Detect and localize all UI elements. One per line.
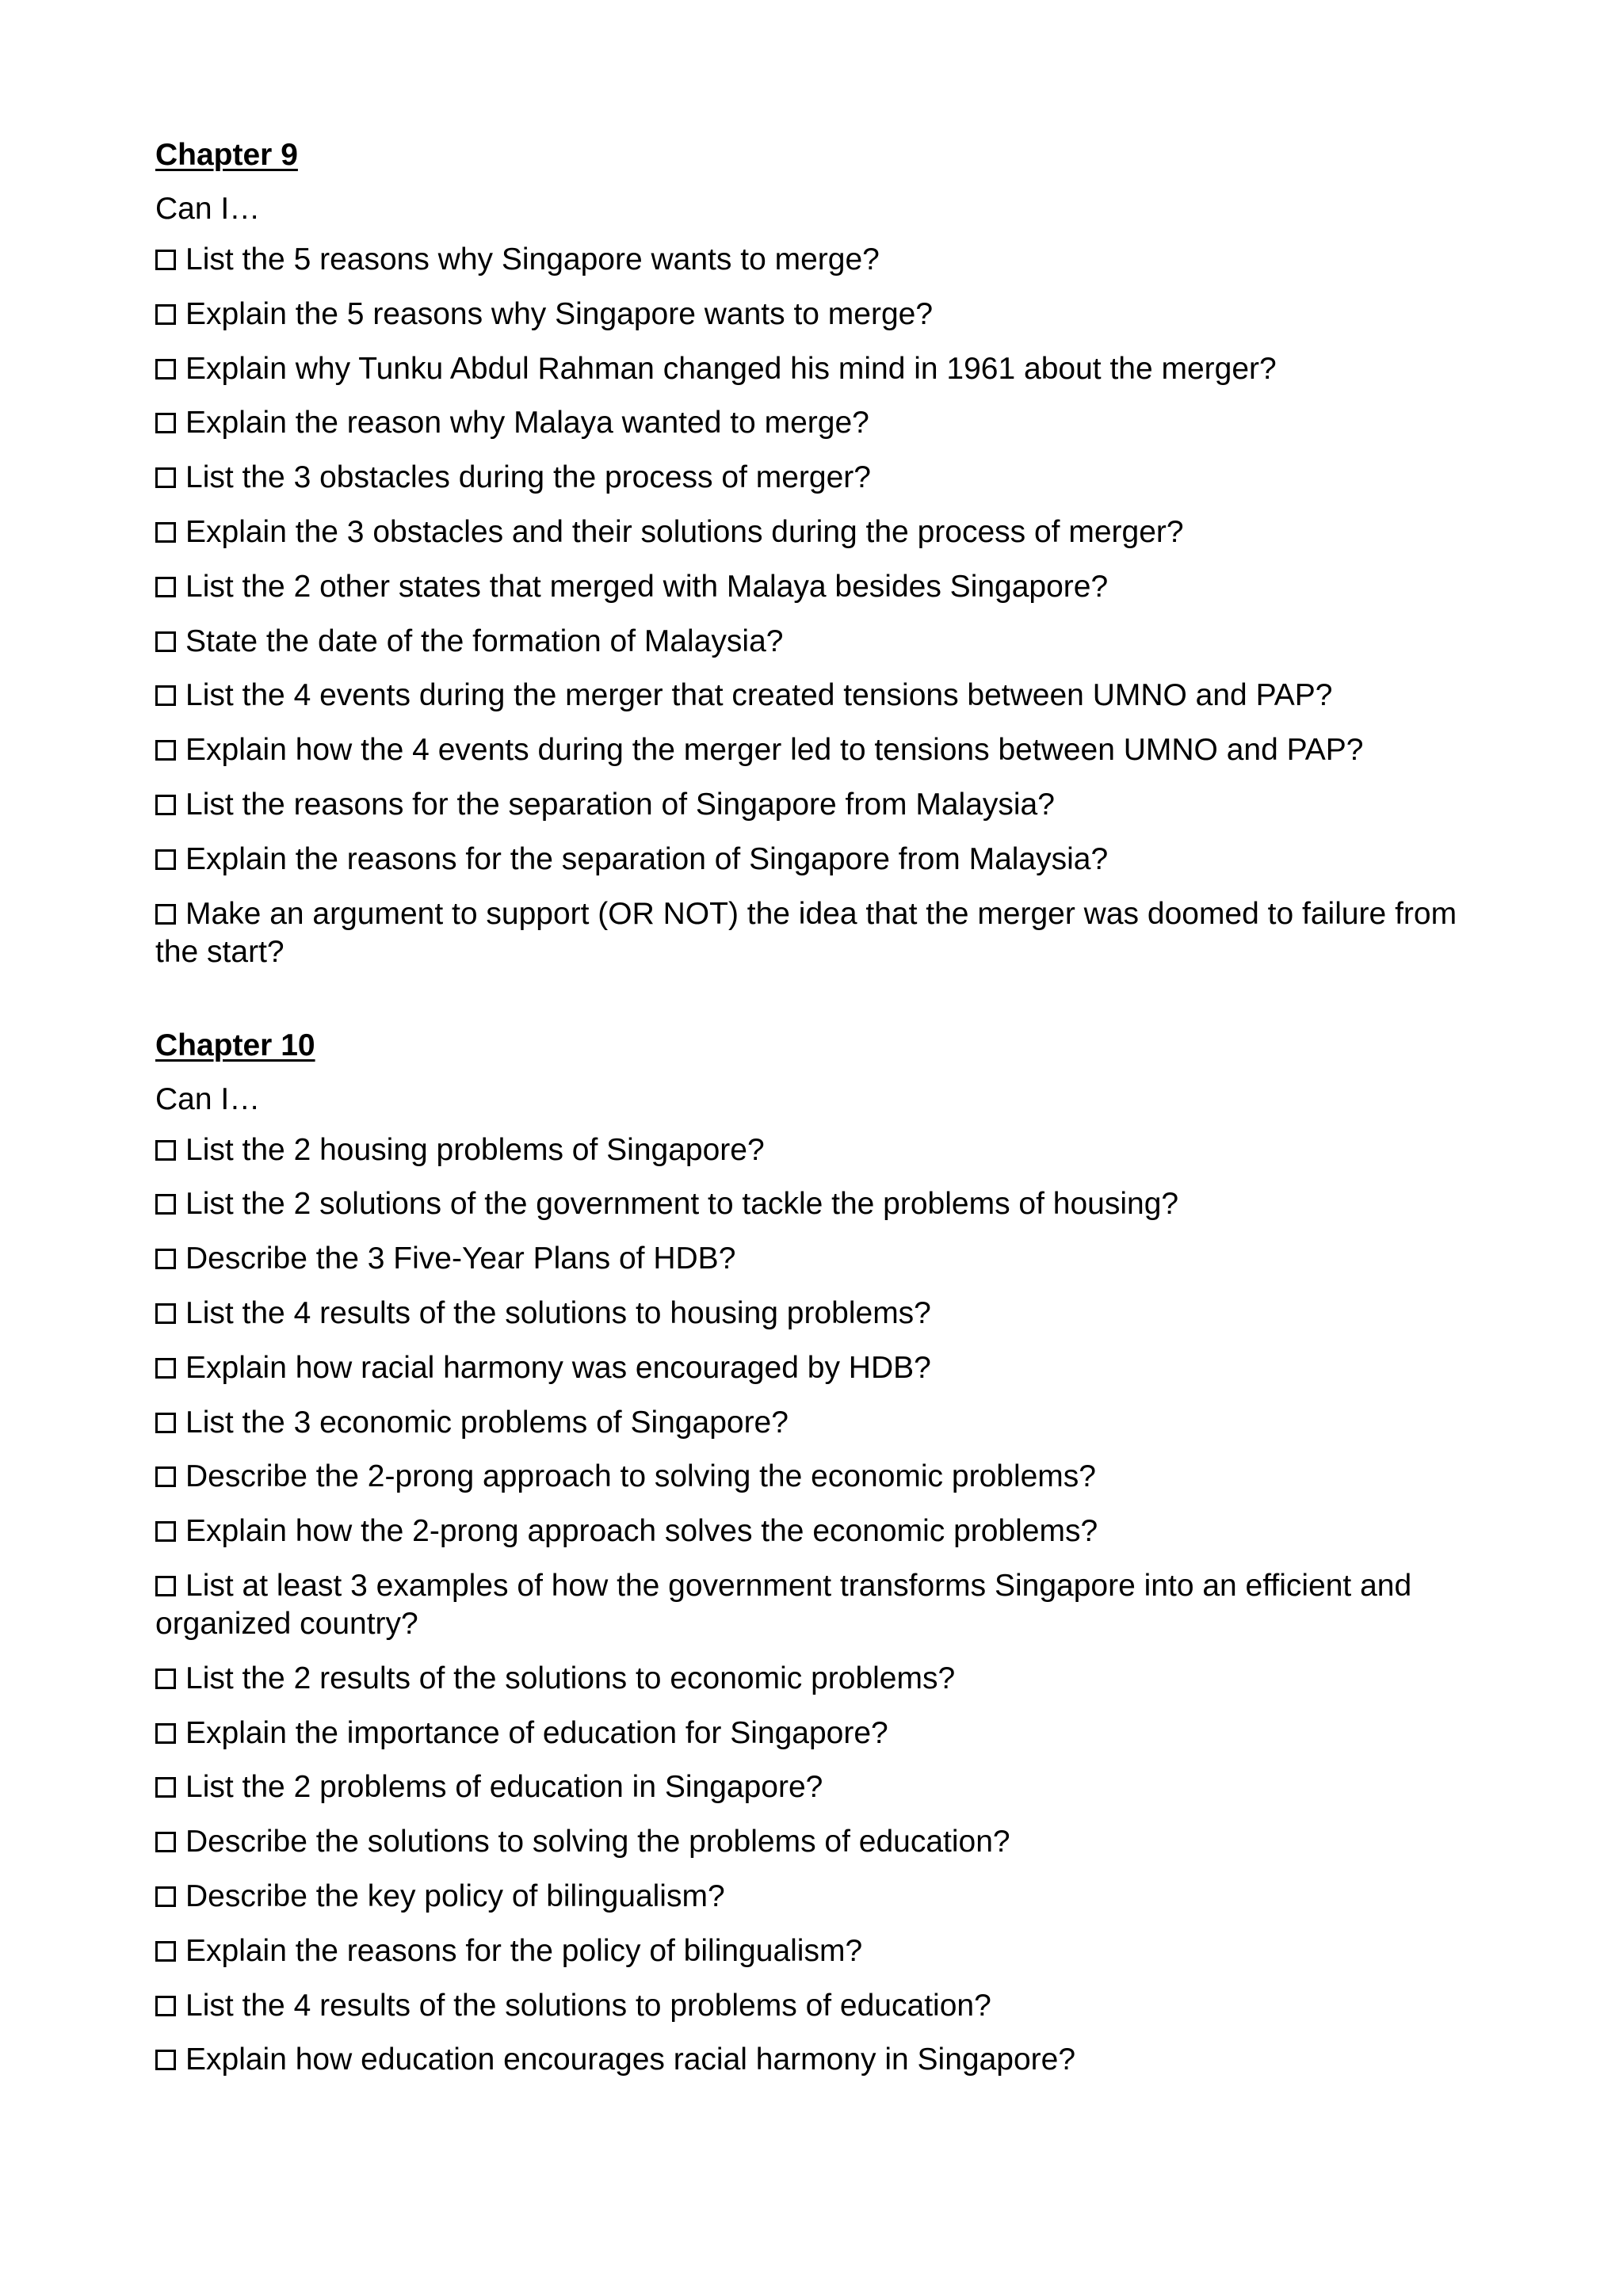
checklist-item (155, 1240, 1495, 1278)
checklist-item-text: Explain how the 4 events during the merger led to tensions between UMNO and PAP? (185, 733, 1364, 768)
checkbox[interactable] (155, 2050, 176, 2070)
checklist-item-text: List the 3 obstacles during the process of merger? (185, 460, 871, 495)
checklist-item (155, 404, 1495, 442)
checkbox[interactable] (155, 577, 176, 597)
checkbox[interactable] (155, 740, 176, 761)
checklist-item (155, 1768, 1495, 1806)
checklist-item (155, 1932, 1495, 1970)
checkbox[interactable] (155, 1358, 176, 1379)
checklist-item (155, 459, 1495, 497)
checklist-item (155, 1567, 1495, 1643)
checklist-item-text: List the 4 results of the solutions to problems of education? (185, 1988, 991, 2023)
checkbox[interactable] (155, 1886, 176, 1907)
checklist-item-text: Explain how the 2-prong approach solves the economic problems? (185, 1514, 1098, 1549)
checkbox[interactable] (155, 1303, 176, 1324)
checkbox[interactable] (155, 1140, 176, 1161)
checkbox[interactable] (155, 1413, 176, 1433)
checkbox[interactable] (155, 795, 176, 815)
checklist-item (155, 1458, 1495, 1496)
chapter-10-section (155, 1024, 1495, 2080)
checkbox[interactable] (155, 1249, 176, 1269)
checklist-item-text: List the reasons for the separation of Singapore from Malaysia? (185, 787, 1055, 822)
checklist-item-text: Describe the 3 Five-Year Plans of HDB? (185, 1241, 736, 1276)
checklist-item (155, 677, 1495, 715)
checkbox[interactable] (155, 359, 176, 379)
checklist-item-text: Explain why Tunku Abdul Rahman changed his mind in 1961 about the merger? (185, 351, 1277, 386)
checklist-item-text: List the 2 results of the solutions to economic problems? (185, 1661, 956, 1695)
checklist-item (155, 1660, 1495, 1698)
checklist-item (155, 1714, 1495, 1753)
checklist-item (155, 1987, 1495, 2025)
checklist-item-text: List the 3 economic problems of Singapore? (185, 1405, 789, 1440)
checklist-item (155, 1878, 1495, 1916)
checkbox[interactable] (155, 904, 176, 925)
checkbox[interactable] (155, 631, 176, 652)
checklist-item-text: List the 4 events during the merger that created tensions between UMNO and PAP? (185, 678, 1333, 713)
checklist-item-text: List the 2 problems of education in Singapore? (185, 1770, 823, 1805)
checklist-item-text: List the 2 solutions of the government to tackle the problems of housing? (185, 1187, 1179, 1222)
chapter-9-section (155, 133, 1495, 971)
checklist-item (155, 2041, 1495, 2079)
checklist-item-text: Explain the reasons for the policy of bilingualism? (185, 1933, 863, 1968)
checklist-item (155, 1512, 1495, 1550)
checklist-item (155, 895, 1495, 971)
checklist-item-text: List the 2 housing problems of Singapore? (185, 1132, 765, 1167)
checklist-item (155, 1185, 1495, 1223)
checklist-item-text: Describe the solutions to solving the problems of education? (185, 1825, 1010, 1859)
checklist-item-text: Explain the 5 reasons why Singapore wants to merge? (185, 296, 934, 331)
checklist (155, 1131, 1495, 2080)
checklist-item (155, 1823, 1495, 1861)
checklist-item-text: Explain the importance of education for Singapore? (185, 1715, 888, 1750)
checklist-item-text: List the 4 results of the solutions to housing problems? (185, 1295, 931, 1330)
chapter-heading: Chapter 9 (155, 138, 298, 172)
checklist-item-text: State the date of the formation of Malaysia? (185, 624, 784, 658)
checklist-item (155, 1131, 1495, 1169)
checkbox[interactable] (155, 1194, 176, 1215)
checkbox[interactable] (155, 467, 176, 488)
checkbox[interactable] (155, 1466, 176, 1487)
checkbox[interactable] (155, 1996, 176, 2016)
checklist-item (155, 568, 1495, 606)
checkbox[interactable] (155, 1723, 176, 1744)
document-page (155, 133, 1495, 2096)
checklist-item-text: Describe the 2-prong approach to solving the economic problems? (185, 1459, 1096, 1494)
checklist-item-text: List the 5 reasons why Singapore wants to merge? (185, 242, 880, 277)
checkbox[interactable] (155, 522, 176, 543)
checkbox[interactable] (155, 1576, 176, 1596)
checklist-item (155, 623, 1495, 661)
checklist-item-text: Explain the reasons for the separation of Singapore from Malaysia? (185, 841, 1109, 876)
checklist-intro: Can I… (155, 192, 261, 226)
checklist-item-text: Explain the reason why Malaya wanted to merge? (185, 406, 869, 441)
checklist-item (155, 786, 1495, 824)
checklist-item-text: List the 2 other states that merged with Malaya besides Singapore? (185, 569, 1109, 604)
checkbox[interactable] (155, 1777, 176, 1798)
checkbox[interactable] (155, 1521, 176, 1542)
checklist-item-text: Describe the key policy of bilingualism? (185, 1878, 725, 1913)
checklist-item (155, 350, 1495, 388)
checkbox[interactable] (155, 1941, 176, 1962)
checklist-item (155, 841, 1495, 879)
checklist-item (155, 513, 1495, 551)
checklist-item-text: Explain how education encourages racial harmony in Singapore? (185, 2042, 1076, 2077)
checklist-item (155, 1404, 1495, 1442)
checklist-item (155, 1295, 1495, 1333)
checkbox[interactable] (155, 250, 176, 270)
checkbox[interactable] (155, 1669, 176, 1689)
checklist-item-text: Make an argument to support (OR NOT) the idea that the merger was doomed to failure from the start? (155, 896, 1457, 969)
checkbox[interactable] (155, 685, 176, 706)
checklist-item (155, 1349, 1495, 1387)
checkbox[interactable] (155, 1832, 176, 1852)
checklist-intro: Can I… (155, 1081, 261, 1116)
checklist-item-text: Explain the 3 obstacles and their solutions during the process of merger? (185, 514, 1184, 549)
checklist-item-text: Explain how racial harmony was encouraged by HDB? (185, 1350, 931, 1385)
checklist-item (155, 731, 1495, 769)
checkbox[interactable] (155, 413, 176, 433)
checkbox[interactable] (155, 304, 176, 325)
checklist-item-text: List at least 3 examples of how the government transforms Singapore into an efficient and organized country? (155, 1568, 1412, 1641)
chapter-heading: Chapter 10 (155, 1028, 315, 1062)
checklist (155, 241, 1495, 971)
checkbox[interactable] (155, 849, 176, 870)
checklist-item (155, 296, 1495, 334)
checklist-item (155, 241, 1495, 279)
